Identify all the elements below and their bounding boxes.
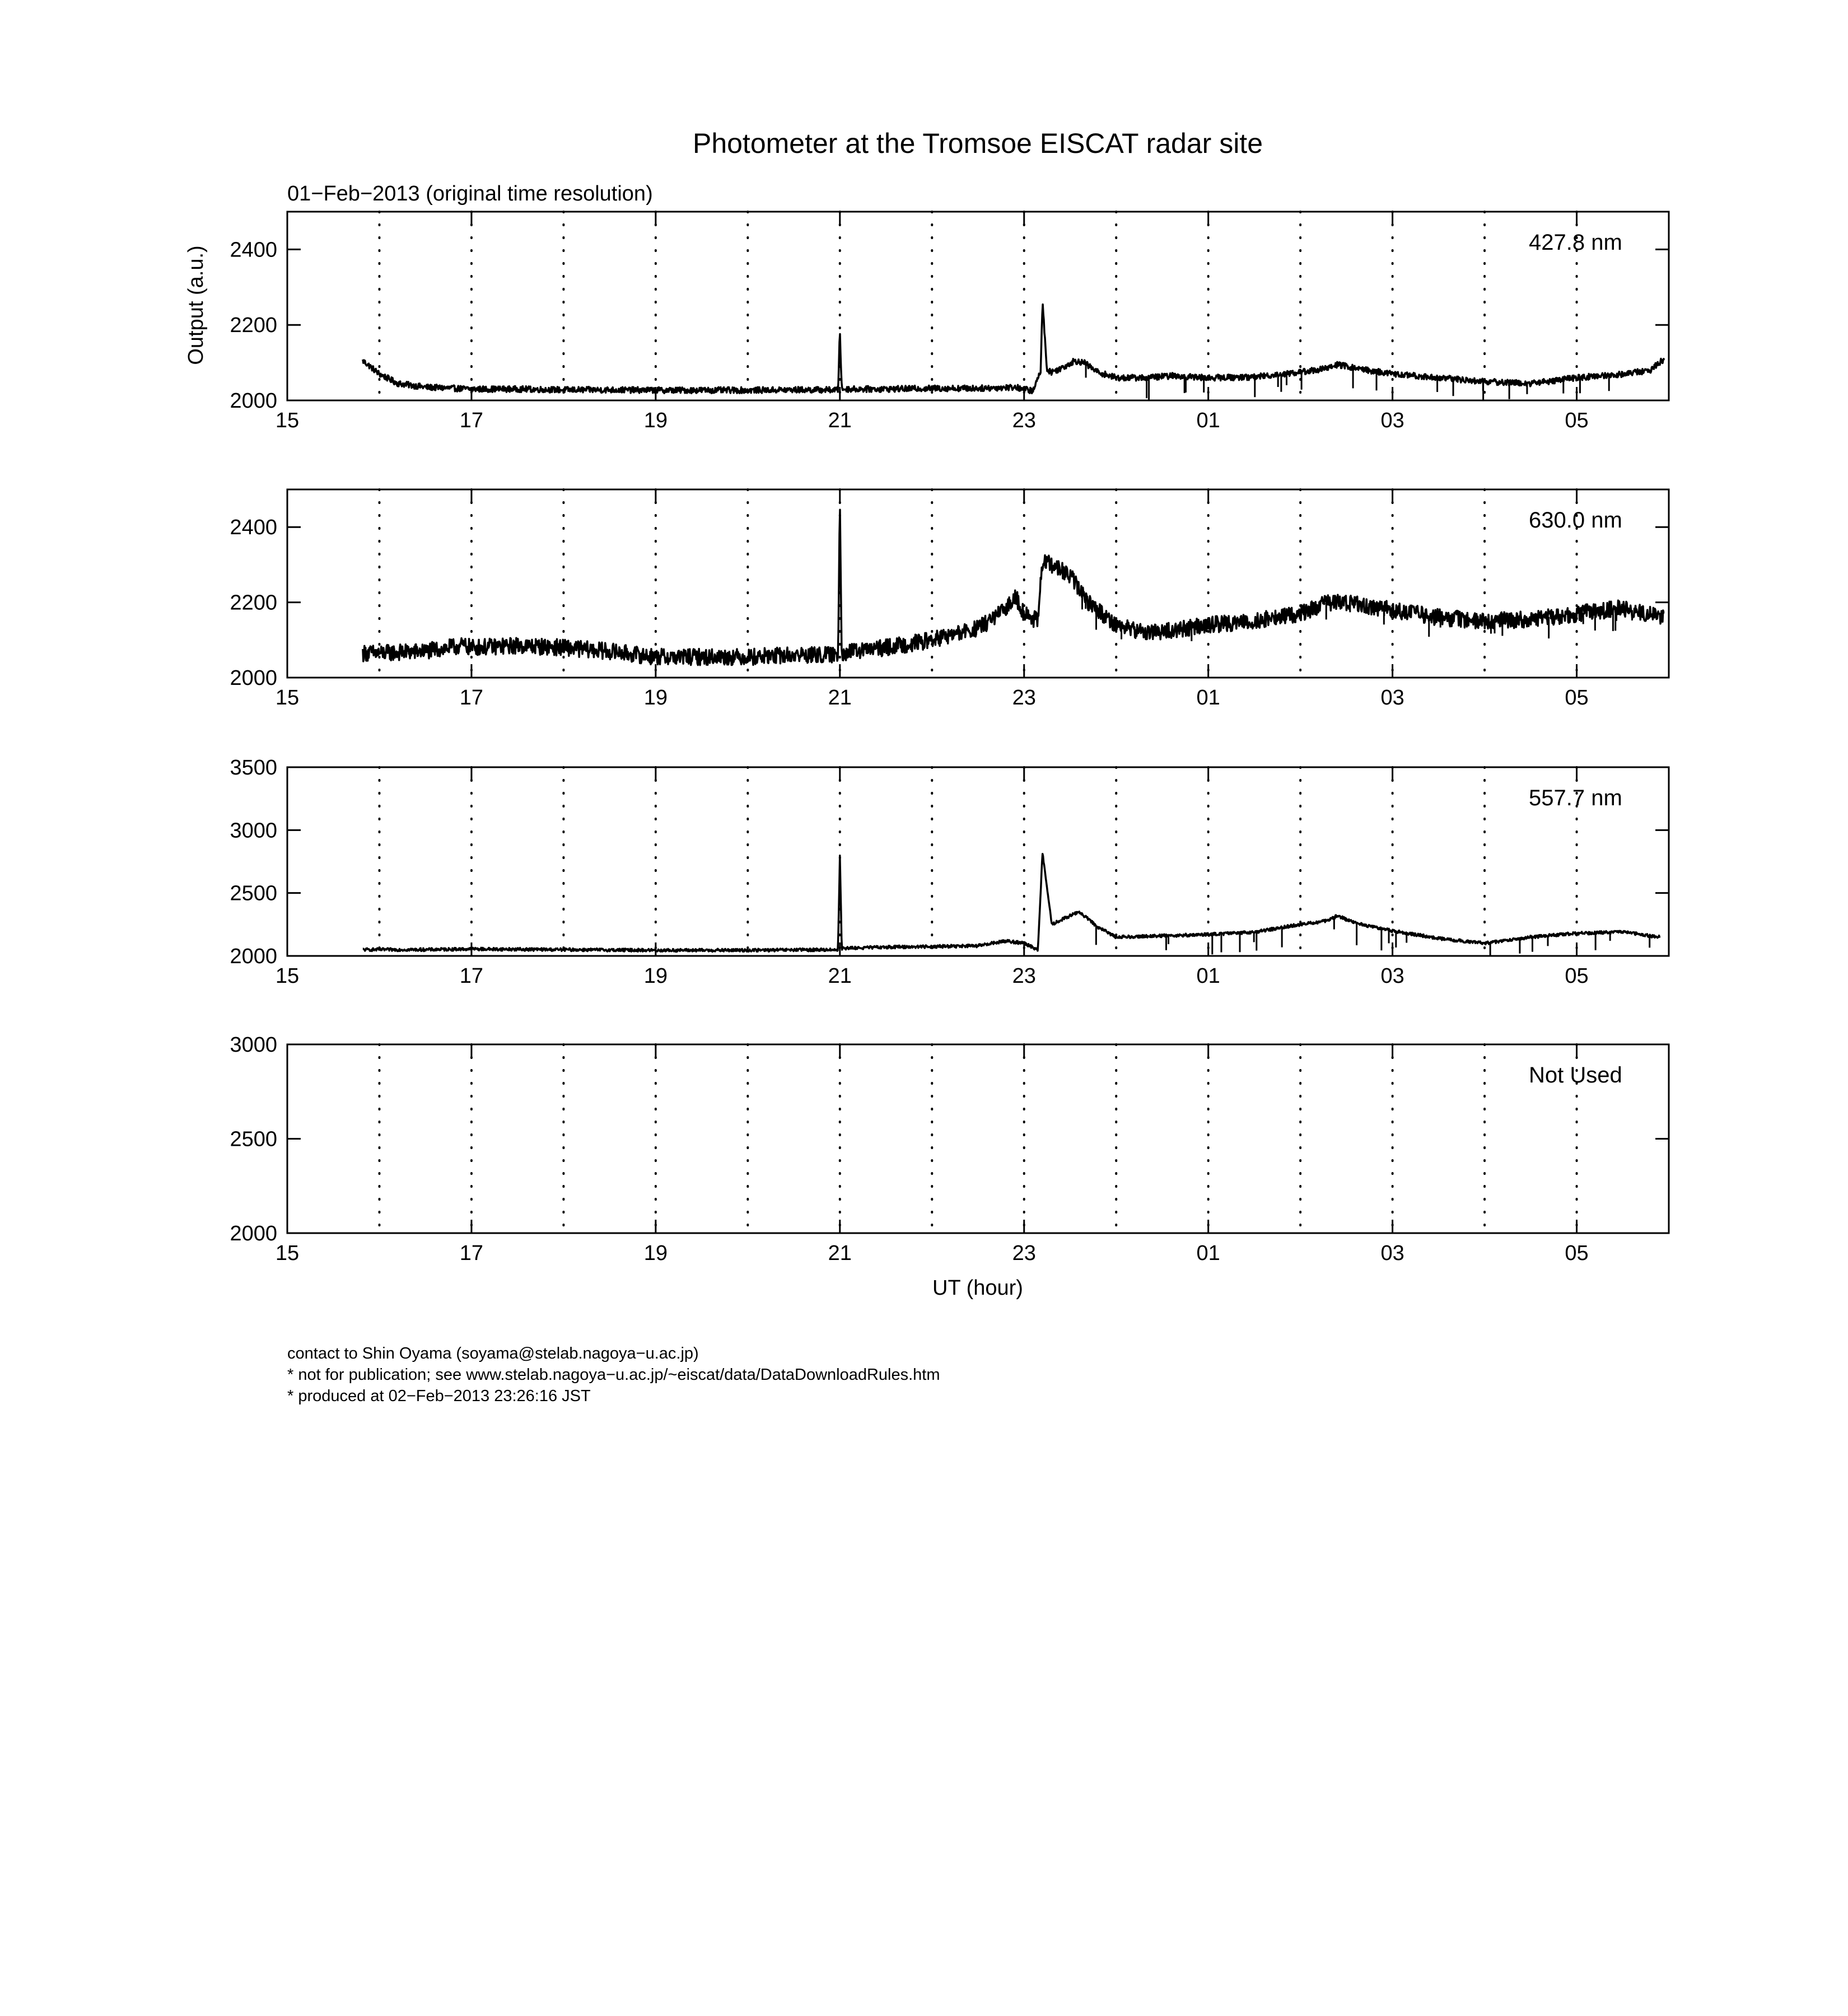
x-tick-label: 01 [1196, 1242, 1220, 1265]
x-tick-label: 23 [1012, 686, 1036, 710]
x-tick-label: 19 [643, 409, 668, 432]
x-tick-label: 19 [643, 686, 668, 710]
x-tick-label: 01 [1196, 686, 1220, 710]
panel-3 [230, 756, 1669, 988]
x-tick-label: 21 [828, 409, 852, 432]
x-tick-label: 17 [459, 686, 484, 710]
axes-box [287, 212, 1669, 400]
y-tick-label: 2000 [230, 666, 277, 690]
x-tick-label: 15 [275, 1242, 300, 1265]
x-tick-label: 17 [459, 1242, 484, 1265]
y-tick-label: 2500 [230, 1127, 277, 1151]
y-tick-label: 2000 [230, 1222, 277, 1245]
footer-contact: contact to Shin Oyama (soyama@stelab.nagoya−u.ac.jp) [287, 1345, 699, 1362]
chart-subtitle: 01−Feb−2013 (original time resolution) [287, 182, 653, 206]
y-axis-label: Output (a.u.) [184, 245, 208, 365]
x-tick-label: 23 [1012, 964, 1036, 988]
panel-label: 557.7 nm [1529, 786, 1622, 810]
panel-4 [230, 1033, 1669, 1265]
x-tick-label: 23 [1012, 1242, 1036, 1265]
x-tick-label: 05 [1565, 1242, 1589, 1265]
x-tick-label: 15 [275, 686, 300, 710]
x-tick-label: 01 [1196, 409, 1220, 432]
x-tick-label: 03 [1380, 1242, 1404, 1265]
panel-label: Not Used [1529, 1063, 1622, 1088]
x-tick-label: 15 [275, 964, 300, 988]
footer-rules: * not for publication; see www.stelab.nagoya−u.ac.jp/~eiscat/data/DataDownloadRules.htm [287, 1366, 940, 1384]
x-tick-label: 17 [459, 964, 484, 988]
series-line [363, 510, 1664, 665]
x-tick-label: 03 [1380, 409, 1404, 432]
y-tick-label: 2500 [230, 881, 277, 906]
x-tick-label: 17 [459, 409, 484, 432]
y-tick-label: 2000 [230, 945, 277, 968]
y-tick-label: 2200 [230, 591, 277, 615]
panel-label: 427.8 nm [1529, 230, 1622, 255]
x-tick-label: 01 [1196, 964, 1220, 988]
chart-title: Photometer at the Tromsoe EISCAT radar site [692, 128, 1263, 159]
x-tick-label: 05 [1565, 964, 1589, 988]
y-tick-label: 2400 [230, 238, 277, 262]
x-tick-label: 03 [1380, 964, 1404, 988]
x-tick-label: 05 [1565, 409, 1589, 432]
y-tick-label: 2400 [230, 516, 277, 540]
y-tick-label: 3000 [230, 819, 277, 843]
x-tick-label: 15 [275, 409, 300, 432]
y-tick-label: 2200 [230, 314, 277, 338]
x-tick-label: 23 [1012, 409, 1036, 432]
x-tick-label: 05 [1565, 686, 1589, 710]
y-tick-label: 3500 [230, 756, 277, 780]
x-tick-label: 03 [1380, 686, 1404, 710]
y-tick-label: 3000 [230, 1033, 277, 1057]
axes-box [287, 767, 1669, 956]
axes-box [287, 1044, 1669, 1233]
x-tick-label: 21 [828, 1242, 852, 1265]
panels [230, 212, 1669, 1265]
panel-label: 630.0 nm [1529, 508, 1622, 533]
panel-2 [230, 489, 1669, 710]
y-tick-label: 2000 [230, 389, 277, 413]
footer [287, 1343, 940, 1407]
x-tick-label: 21 [828, 964, 852, 988]
x-tick-label: 21 [828, 686, 852, 710]
panel-1 [230, 212, 1669, 432]
x-tick-label: 19 [643, 964, 668, 988]
x-tick-label: 19 [643, 1242, 668, 1265]
x-axis-label: UT (hour) [932, 1276, 1023, 1300]
series-line [363, 854, 1660, 952]
series-line [363, 305, 1664, 394]
footer-produced: * produced at 02−Feb−2013 23:26:16 JST [287, 1387, 591, 1405]
